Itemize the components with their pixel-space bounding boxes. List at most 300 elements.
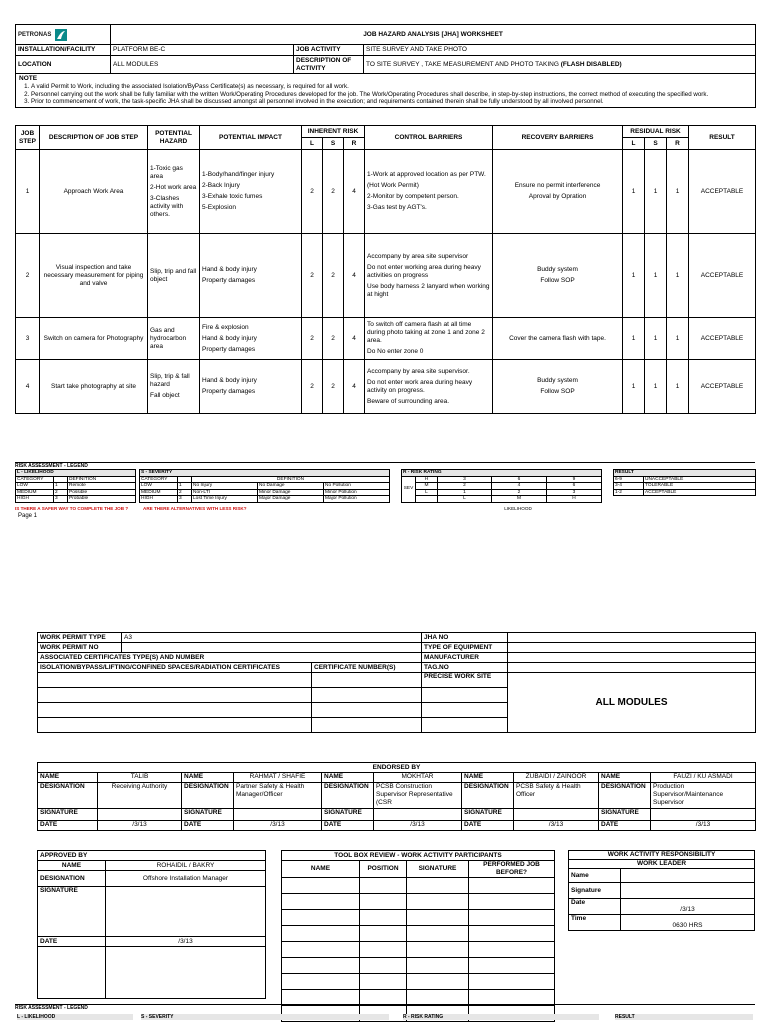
toolbox-cell[interactable] [360,910,407,926]
jha-row [16,234,756,318]
job-activity-value: SITE SURVEY AND TAKE PHOTO [364,45,756,56]
result-cell: ACCEPTABLE [689,150,756,234]
toolbox-cell[interactable] [282,910,360,926]
control-cell-line: Use body harness 2 lanyard when working at hight [367,282,490,298]
matrix-cell: 3 [438,476,492,483]
impact-cell-line: 1-Body/hand/finger injury [202,171,275,178]
likelihood-table [15,469,136,503]
endorsed-designation-value: Partner Safety & Health Manager/Officer [234,783,322,809]
toolbox-signature-col: SIGNATURE [407,861,469,878]
toolbox-body [282,878,555,1022]
severity-cell: Major Damage [258,496,324,503]
approved-title-spacer [106,851,266,861]
cert-row [312,703,422,718]
toolbox-cell[interactable] [469,974,555,990]
toolbox-row [282,910,555,926]
control-cell [365,150,493,234]
risk-matrix [401,469,602,503]
likelihood-cell: Probable [68,496,136,503]
severity-cell: No Damage [258,483,324,490]
endorsed-row [38,773,756,783]
description-cell: Start take photography at site [40,360,148,414]
severity-cell: Lost Time Injury [192,496,258,503]
installation-label: INSTALLATION/FACILITY [16,45,111,56]
legend-question-2: ARE THERE ALTERNATIVES WITH LESS RISK? [143,506,247,511]
residual-s-cell: 1 [645,234,667,318]
matrix-cell: 4 [492,483,547,490]
endorsed-name-label: NAME [38,773,98,783]
toolbox-row [282,958,555,974]
hazard-cell [148,360,200,414]
result-cell: TOLERABLE [644,483,756,490]
inherent-r-cell: 4 [344,318,365,360]
result-cell: ACCEPTABLE [644,489,756,496]
cert-row [312,688,422,703]
residual-r-cell: 1 [667,318,689,360]
endorsed-name-value: MOKHTAR [374,773,462,783]
endorsed-designation-label: DESIGNATION [322,783,374,809]
matrix-cell: M [492,496,547,503]
severity-cell: Major Pollution [324,496,390,503]
matrix-cell: M [416,483,438,490]
page-title: JOB HAZARD ANALYSIS [JHA] WORKSHEET [111,25,756,45]
jha-table [15,125,756,414]
resp-time-label: Time [569,915,621,931]
toolbox-cell[interactable] [282,974,360,990]
toolbox-cell[interactable] [360,926,407,942]
likelihood-title-repeat: L - LIKELIHOOD [17,1014,133,1020]
severity-cell: Minor Damage [258,489,324,496]
jha-header-table [15,24,756,108]
residual-r-cell: 1 [667,360,689,414]
cert-row [312,718,422,733]
hazard-cell-line: 3-Clashes activity with others. [150,194,184,218]
endorsed-date-value: /3/13 [514,821,599,831]
toolbox-cell[interactable] [469,910,555,926]
endorsed-date-label: DATE [182,821,234,831]
toolbox-cell[interactable] [407,878,469,894]
endorsed-signature-value [651,809,756,821]
recovery-cell-line: Ensure no permit interference [514,182,601,189]
endorsed-date-value: /3/13 [374,821,462,831]
description-bold: (FLASH DISABLED) [560,60,622,68]
page-number: Page 1 [18,513,38,519]
severity-cell: No Pollution [324,483,390,490]
toolbox-position-col: POSITION [360,861,407,878]
severity-table [139,469,390,503]
control-cell [365,318,493,360]
description-cell: Approach Work Area [40,150,148,234]
risk-legend-repeat [15,1004,755,1025]
manufacturer-label: MANUFACTURER [422,653,508,663]
result-cell: 1-2 [614,489,644,496]
toolbox-cell[interactable] [407,894,469,910]
isolation-label: ISOLATION/BYPASS/LIFTING/CONFINED SPACES/RADIATION CERTIFICATES [38,663,312,673]
inherent-s-cell: 2 [323,234,344,318]
impact-cell [200,360,302,414]
control-cell-line: Accompany by area site supervisor [367,252,469,260]
inherent-l-cell: 2 [302,318,323,360]
resp-time-value: 0630 HRS [621,915,755,931]
residual-r-cell: 1 [667,234,689,318]
resp-name-value [621,869,755,883]
note-list [19,83,752,106]
residual-l-cell: 1 [623,318,645,360]
tag-no-value [508,663,756,673]
impact-cell [200,234,302,318]
job-step-cell: 3 [16,318,40,360]
petronas-logo [18,28,108,42]
toolbox-cell[interactable] [282,958,360,974]
jha-row [16,360,756,414]
control-cell [365,360,493,414]
logo-cell [16,25,111,45]
endorsed-table [37,762,756,831]
toolbox-cell[interactable] [282,926,360,942]
endorsed-date-value: /3/13 [98,821,182,831]
work-leader-label: WORK LEADER [569,860,755,869]
toolbox-cell[interactable] [407,974,469,990]
toolbox-cell[interactable] [407,910,469,926]
matrix-cell: H [416,476,438,483]
recovery-cell [493,234,623,318]
endorsed-signature-label: SIGNATURE [322,809,374,821]
responsibility-table [568,850,755,931]
toolbox-cell[interactable] [469,958,555,974]
cert-row [422,688,508,703]
resp-date-value: /3/13 [621,899,755,915]
endorsed-title: ENDORSED BY [38,763,756,773]
endorsed-name-value: RAHMAT / SHAFIE [234,773,322,783]
result-cell: ACCEPTABLE [689,360,756,414]
endorsed-designation-label: DESIGNATION [38,783,98,809]
likelihood-cell: Remote [68,483,136,490]
col-description: DESCRIPTION OF JOB STEP [40,126,148,150]
impact-cell-line: Property damages [202,277,256,284]
matrix-cell: 1 [438,489,492,496]
jha-no-label: JHA NO [422,633,508,643]
risk-title-repeat: R - RISK RATING [403,1014,599,1020]
type-equipment-value [508,643,756,653]
toolbox-cell[interactable] [469,894,555,910]
inherent-l-cell: 2 [302,360,323,414]
endorsed-name-value: FAUZI / KU ASMADI [651,773,756,783]
inherent-r-cell: 4 [344,360,365,414]
control-cell-line: Beware of surrounding area. [367,397,450,405]
hazard-cell [148,150,200,234]
endorsed-signature-label: SIGNATURE [462,809,514,821]
endorsed-date-label: DATE [462,821,514,831]
severity-cell: 3 [178,496,192,503]
control-cell-line: Do not enter working area during heavy activities on progress [367,263,481,279]
toolbox-cell[interactable] [360,878,407,894]
work-permit-type-value: A3 [122,633,422,643]
inherent-s-cell: 2 [323,318,344,360]
col-impact: POTENTIAL IMPACT [200,126,302,150]
cert-number-label: CERTIFICATE NUMBER(S) [312,663,422,673]
hazard-cell-line: Slip, trip & fall hazard [150,373,190,388]
note-item: 2. Personnel carrying out the work shall be fully familiar with the written Work/Operating Procedures developed for the job. The Work/Operating Procedures shall describe, in step-by-step instructions, the correct method of executing the specified work. [31,91,752,99]
residual-l-cell: 1 [623,150,645,234]
likelihood-cell: MEDIUM [16,489,54,496]
control-cell [365,234,493,318]
resp-signature-value [621,883,755,899]
severity-cell: Minor Pollution [324,489,390,496]
cert-row [422,718,508,733]
likelihood-title: L - LIKELIHOOD [16,470,136,477]
matrix-cell: 6 [492,476,547,483]
legend-title-repeat: RISK ASSESSMENT - LEGEND [15,1005,88,1011]
description-cell: Switch on camera for Photography [40,318,148,360]
resp-date-label: Date [569,899,621,915]
cert-row [38,688,312,703]
responsibility-title: WORK ACTIVITY RESPONSIBILITY [569,851,755,860]
approved-name-value: ROHAIDIL / BAKRY [106,861,266,871]
work-permit-no-value [122,643,422,653]
severity-cell: LOW [140,483,178,490]
toolbox-cell[interactable] [407,958,469,974]
toolbox-cell[interactable] [407,942,469,958]
col-inherent-risk: INHERENT RISK [302,126,365,138]
note-item: 1. A valid Permit to Work, including the associated Isolation/ByPass Certificate(s) as necessary, is required for all work. [31,83,752,91]
toolbox-row [282,942,555,958]
petronas-text: PETRONAS [18,31,52,38]
approved-date-label: DATE [38,937,106,947]
toolbox-cell[interactable] [282,894,360,910]
toolbox-cell[interactable] [282,942,360,958]
recovery-cell-line: Cover the camera flash with tape. [509,334,606,342]
severity-header [178,476,192,483]
endorsed-name-label: NAME [462,773,514,783]
type-equipment-label: TYPE OF EQUIPMENT [422,643,508,653]
resp-signature-label: Signature [569,883,621,899]
approved-signature-value [106,887,266,937]
matrix-cell: L [438,496,492,503]
severity-title-repeat: S - SEVERITY [141,1014,389,1020]
impact-cell-line: Fire & explosion [202,323,249,331]
control-cell-line: To switch off camera flash at all time during photo taking at zone 1 and zone 2 area. [367,321,485,344]
residual-s-cell: 1 [645,318,667,360]
endorsed-designation-label: DESIGNATION [462,783,514,809]
hazard-cell-line: 2-Hot work area [150,183,197,191]
likelihood-header [54,476,68,483]
permit-table [37,632,756,733]
impact-cell-line: Property damages [202,345,256,353]
toolbox-cell[interactable] [360,958,407,974]
hazard-cell-line: Slip, trip and fall object [150,267,197,283]
hazard-cell [148,318,200,360]
approved-name-label: NAME [38,861,106,871]
endorsed-row [38,809,756,821]
endorsed-designation-label: DESIGNATION [182,783,234,809]
col-recovery: RECOVERY BARRIERS [493,126,623,150]
legend-question-1: IS THERE A SAFER WAY TO COMPLETE THE JOB ? [15,506,129,511]
severity-title: S - SEVERITY [140,470,390,477]
cert-row [38,673,312,688]
result-title: RESULT [614,470,756,477]
endorsed-date-label: DATE [599,821,651,831]
col-result: RESULT [689,126,756,150]
col-residual-s: S [645,138,667,150]
jha-row [16,318,756,360]
endorsed-date-label: DATE [322,821,374,831]
impact-cell-line: Hand & body injury [202,334,257,342]
recovery-cell [493,150,623,234]
col-control: CONTROL BARRIERS [365,126,493,150]
manufacturer-value [508,653,756,663]
hazard-cell [148,234,200,318]
inherent-l-cell: 2 [302,150,323,234]
likelihood-cell: 3 [54,496,68,503]
inherent-s-cell: 2 [323,360,344,414]
endorsed-body [38,773,756,831]
jha-row [16,150,756,234]
risk-legend [15,462,755,513]
endorsed-signature-label: SIGNATURE [182,809,234,821]
cert-row [38,718,312,733]
impact-cell [200,150,302,234]
toolbox-row [282,878,555,894]
result-cell: ACCEPTABLE [689,318,756,360]
severity-cell: MEDIUM [140,489,178,496]
result-table [613,469,756,496]
endorsed-signature-value [234,809,322,821]
inherent-s-cell: 2 [323,150,344,234]
matrix-cell: 9 [547,476,602,483]
petronas-logo-icon [54,28,68,42]
endorsed-date-label: DATE [38,821,98,831]
toolbox-cell[interactable] [282,878,360,894]
toolbox-performed-col: PERFORMED JOB BEFORE? [469,861,555,878]
matrix-cell: L [416,489,438,496]
toolbox-cell[interactable] [360,974,407,990]
description-text: TO SITE SURVEY , TAKE MEASUREMENT AND PHOTO TAKING [366,60,559,68]
endorsed-designation-value: PCSB Safety & Health Officer [514,783,599,809]
control-cell-line: 3-Gas test by AGT's. [367,204,427,211]
col-inherent-r: R [344,138,365,150]
impact-cell-line: Hand & body injury [202,377,257,384]
severity-cell: Non-LTI [192,489,258,496]
toolbox-cell[interactable] [469,878,555,894]
impact-cell-line: 3-Exhale toxic fumes [202,193,263,200]
endorsed-designation-value: Receiving Authority [98,783,182,809]
result-cell: 3-4 [614,483,644,490]
control-cell-line: (Hot Work Permit) [367,182,419,189]
result-cell: 6-9 [614,476,644,483]
col-hazard: POTENTIAL HAZARD [148,126,200,150]
recovery-cell [493,318,623,360]
recovery-cell-line: Buddy system [537,266,578,273]
likelihood-header: CATEGORY [16,476,54,483]
legend-title: RISK ASSESSMENT - LEGEND [15,463,88,469]
impact-cell-line: 2-Back Injury [202,182,240,189]
cert-row [312,673,422,688]
job-step-cell: 4 [16,360,40,414]
toolbox-cell[interactable] [360,942,407,958]
jha-table-body [16,150,756,414]
severity-cell: No Injury [192,483,258,490]
toolbox-cell[interactable] [469,926,555,942]
col-job-step: JOB STEP [16,126,40,150]
residual-s-cell: 1 [645,150,667,234]
recovery-cell-line: Follow SOP [540,388,575,395]
toolbox-cell[interactable] [407,926,469,942]
assoc-cert-label: ASSOCIATED CERTIFICATES TYPE(S) AND NUMBER [38,653,422,663]
likelihood-axis-label: LIKELIHOOD [504,506,532,511]
result-cell: UNACCEPTABLE [644,476,756,483]
precise-site-value: ALL MODULES [508,673,756,733]
endorsed-date-value: /3/13 [234,821,322,831]
severity-axis-label: SEV [402,476,416,502]
resp-name-label: Name [569,869,621,883]
cert-row [422,703,508,718]
likelihood-cell: HIGH [16,496,54,503]
likelihood-cell: 1 [54,483,68,490]
toolbox-row [282,894,555,910]
residual-l-cell: 1 [623,360,645,414]
col-inherent-l: L [302,138,323,150]
recovery-cell [493,360,623,414]
risk-matrix-title: R - RISK RATING [402,470,602,477]
col-inherent-s: S [323,138,344,150]
work-permit-type-label: WORK PERMIT TYPE [38,633,122,643]
inherent-l-cell: 2 [302,234,323,318]
approved-signature-label: SIGNATURE [38,887,106,937]
recovery-cell-line: Buddy system [537,377,578,384]
toolbox-row [282,926,555,942]
col-residual-r: R [667,138,689,150]
likelihood-header: DEFINITION [68,476,136,483]
matrix-cell: 6 [547,483,602,490]
toolbox-row [282,974,555,990]
matrix-cell: 3 [547,489,602,496]
likelihood-cell: Possible [68,489,136,496]
matrix-cell [416,496,438,503]
approved-designation-value: Offshore Installation Manager [106,871,266,887]
matrix-cell: 2 [438,483,492,490]
location-label: LOCATION [16,56,111,74]
hazard-cell-line: Fall object [150,392,180,399]
control-cell-line: Do not enter work area during heavy activity on progress. [367,378,473,394]
endorsed-signature-value [514,809,599,821]
jha-no-value [508,633,756,643]
description-cell: Visual inspection and take necessary measurement for piping and valve [40,234,148,318]
matrix-cell: 2 [492,489,547,496]
job-activity-label: JOB ACTIVITY [294,45,364,56]
note-title: NOTE [19,75,38,82]
impact-cell [200,318,302,360]
toolbox-name-col: NAME [282,861,360,878]
likelihood-cell: 2 [54,489,68,496]
toolbox-table [281,850,555,1022]
endorsed-signature-label: SIGNATURE [38,809,98,821]
hazard-cell-line: 1-Toxic gas area [150,164,183,180]
endorsed-date-value: /3/13 [651,821,756,831]
endorsed-signature-value [98,809,182,821]
installation-value: PLATFORM BE-C [111,45,294,56]
tag-no-label: TAG.NO [422,663,508,673]
severity-header: CATEGORY [140,476,178,483]
hazard-cell-line: Gas and hydrocarbon area [150,326,187,350]
toolbox-cell[interactable] [360,894,407,910]
endorsed-designation-value: PCSB Construction Supervisor Representative (CSR [374,783,462,809]
severity-cell: 2 [178,489,192,496]
endorsed-signature-label: SIGNATURE [599,809,651,821]
recovery-cell-line: Follow SOP [540,277,575,284]
control-cell-line: 2-Monitor by competent person. [367,193,459,200]
toolbox-cell[interactable] [469,942,555,958]
approved-blank [38,947,106,999]
